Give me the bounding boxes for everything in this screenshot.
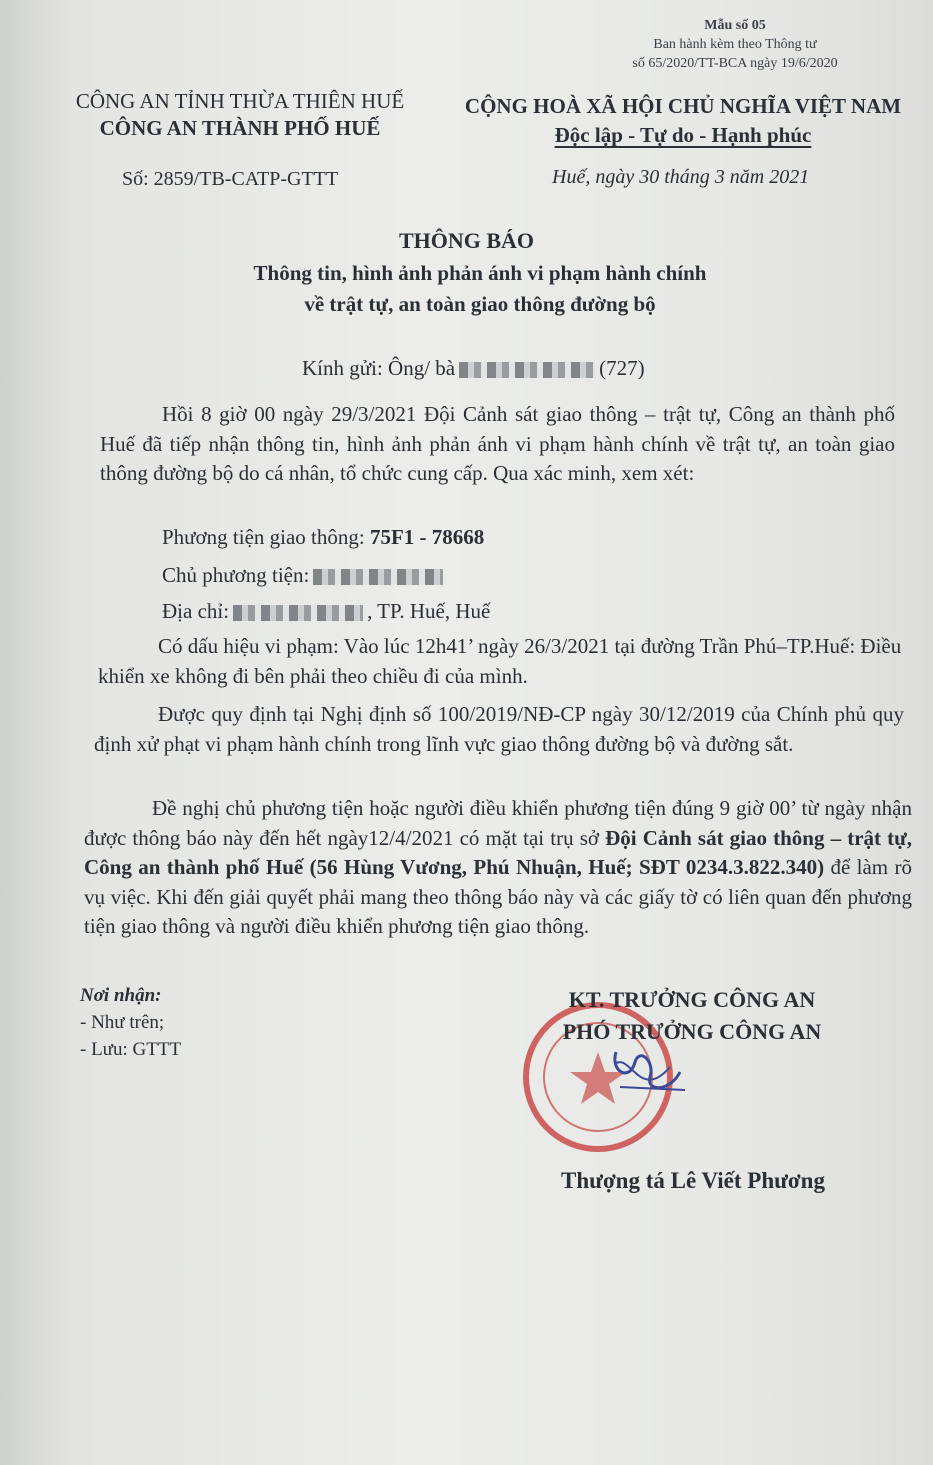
national-heading [448, 92, 918, 150]
vehicle-label: Phương tiện giao thông: [162, 525, 365, 549]
subtitle-line-2: về trật tự, an toàn giao thông đường bộ [304, 292, 656, 316]
request-location: Đội Cảnh sát giao thông – trật tự, Công an thành phố Huế (56 Hùng Vương, Phú Nhuận, Huế; SĐT 0234.3.822.340) [84, 825, 913, 879]
signature-line-1: KT. TRƯỞNG CÔNG AN [568, 987, 816, 1012]
address-line [162, 599, 490, 624]
paragraph-intro: Hồi 8 giờ 00 ngày 29/3/2021 Đội Cảnh sát giao thông – trật tự, Công an thành phố Huế đã tiếp nhận thông tin, hình ảnh phản ánh vi phạm hành chính về trật tự, an toàn giao thông đường bộ do cá nhân, tổ chức cung cấp. Qua xác minh, xem xét: [100, 402, 895, 485]
agency-unit: CÔNG AN THÀNH PHỐ HUẾ [99, 116, 381, 140]
signature-block [512, 984, 872, 1048]
recipient-item: - Như trên; [80, 1012, 165, 1033]
request-part-1: Đề nghị chủ phương tiện hoặc người điều khiển phương tiện đúng 9 giờ 00’ từ ngày nhận được thông báo này đến hết ngày12/4/2021 có mặt tại trụ sở [84, 796, 912, 850]
owner-line [162, 563, 447, 588]
signature-line-2: PHÓ TRƯỞNG CÔNG AN [562, 1019, 822, 1044]
document-number: Số: 2859/TB-CATP-GTTT [122, 168, 339, 190]
recipient-prefix: Kính gửi: Ông/ bà [302, 356, 456, 380]
signer-name: Thượng tá Lê Viết Phương [561, 1168, 825, 1193]
issuing-agency [40, 88, 440, 142]
request-part-2: để làm rõ vụ việc. Khi đến giải quyết phải mang theo thông báo này và các giấy tờ có liên quan đến phương tiện giao thông và người điều khiển phương tiện giao thông. [84, 855, 912, 938]
redacted-address [233, 605, 363, 621]
recipients-block [80, 982, 181, 1063]
document-title: THÔNG BÁO [398, 228, 535, 253]
document-date: Huế, ngày 30 tháng 3 năm 2021 [552, 166, 810, 188]
paragraph-request [84, 794, 912, 942]
redacted-owner [313, 569, 443, 585]
form-number: Mẫu số 05 [704, 18, 766, 33]
form-reference [600, 16, 870, 73]
agency-parent: CÔNG AN TỈNH THỪA THIÊN HUẾ [75, 89, 405, 113]
form-circular: số 65/2020/TT-BCA ngày 19/6/2020 [632, 56, 838, 71]
document-subtitle [0, 258, 933, 320]
owner-label: Chủ phương tiện: [162, 563, 310, 587]
vehicle-line [162, 525, 484, 550]
address-label: Địa chỉ: [162, 599, 230, 623]
recipient-suffix: (727) [599, 356, 645, 380]
vehicle-plate: 75F1 - 78668 [369, 525, 485, 549]
paragraph-regulation: Được quy định tại Nghị định số 100/2019/NĐ-CP ngày 30/12/2019 của Chính phủ quy định xử phạt vi phạm hành chính trong lĩnh vực giao thông đường bộ và đường sắt. [94, 702, 904, 756]
form-issued-with: Ban hành kèm theo Thông tư [653, 37, 817, 52]
nation-motto: Độc lập - Tự do - Hạnh phúc [554, 123, 812, 147]
subtitle-line-1: Thông tin, hình ảnh phản ánh vi phạm hành chính [253, 261, 707, 285]
redacted-name [459, 362, 595, 378]
paragraph-violation: Có dấu hiệu vi phạm: Vào lúc 12h41’ ngày 26/3/2021 tại đường Trần Phú–TP.Huế: Điều khiển xe không đi bên phải theo chiều đi của mình. [98, 634, 902, 688]
recipient-item: - Lưu: GTTT [80, 1039, 182, 1060]
nation-name: CỘNG HOÀ XÃ HỘI CHỦ NGHĨA VIỆT NAM [464, 94, 902, 118]
recipients-heading: Nơi nhận: [80, 985, 162, 1006]
address-suffix: , TP. Huế, Huế [367, 599, 491, 623]
recipient-line [302, 356, 645, 381]
